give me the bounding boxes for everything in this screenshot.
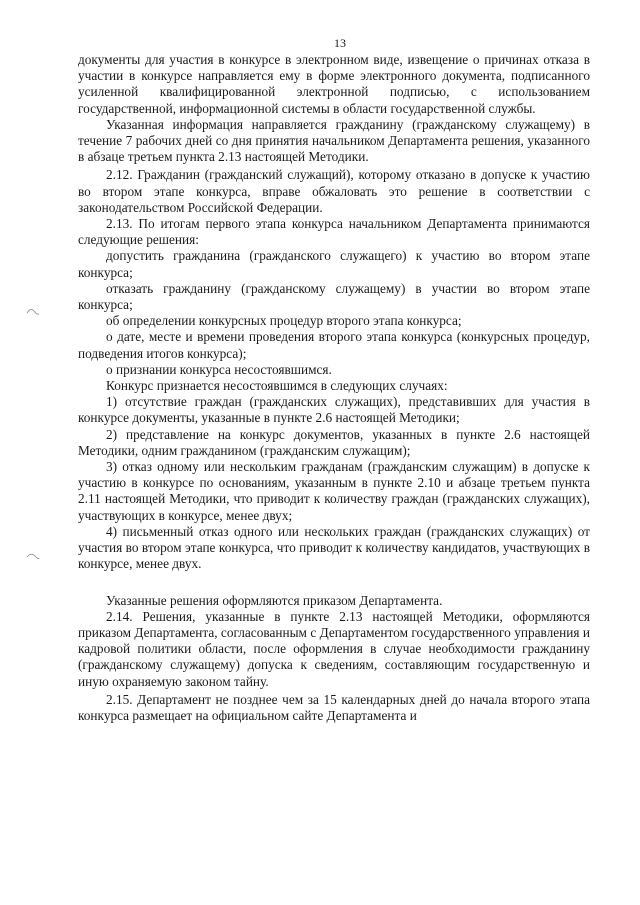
- paragraph: Указанная информация направляется гражданину (гражданскому служащему) в течение 7 рабочих дней со дня принятия начальником Департамента решения, указанного в абзаце третьем пункта 2.13 настоящей Методики.: [78, 116, 590, 165]
- list-item: 1) отсутствие граждан (гражданских служащих), представивших для участия в конкурсе документы, указанные в пункте 2.6 настоящей Методики;: [78, 394, 590, 426]
- paragraph: 2.14. Решения, указанные в пункте 2.13 настоящей Методики, оформляются приказом Департамента, согласованным с Департаментом государственного управления и кадровой политики области, после оформления в случае необходимости гражданину (гражданскому служащему) допуска к сведениям, составляющим государственную и иную охраняемую законом тайну.: [78, 608, 590, 689]
- paragraph: допустить гражданина (гражданского служащего) к участию во втором этапе конкурса;: [78, 248, 590, 280]
- paragraph: Указанные решения оформляются приказом Департамента.: [106, 592, 443, 608]
- list-item: 4) письменный отказ одного или нескольких граждан (гражданских служащих) от участия во втором этапе конкурса, что приводит к количеству кандидатов, участвующих в конкурсе, менее двух.: [78, 523, 590, 572]
- paragraph: 2.13. По итогам первого этапа конкурса начальником Департамента принимаются следующие решения:: [78, 216, 590, 248]
- list-item: 3) отказ одному или нескольким гражданам (гражданским служащим) в допуске к участию в конкурсе по основаниям, указанным в пункте 2.10 и абзаце третьем пункта 2.11 настоящей Методики, что приводит к количеству граждан (гражданских служащих), участвующих в конкурсе, менее двух;: [78, 459, 590, 523]
- margin-scan-mark-icon: [26, 306, 40, 316]
- paragraph: об определении конкурсных процедур второго этапа конкурса;: [106, 313, 462, 329]
- paragraph: о дате, месте и времени проведения второго этапа конкурса (конкурсных процедур, подведения итогов конкурса);: [78, 329, 590, 361]
- paragraph: 2.15. Департамент не позднее чем за 15 календарных дней до начала второго этапа конкурса размещает на официальном сайте Департамента и: [78, 691, 590, 723]
- paragraph: отказать гражданину (гражданскому служащему) в участии во втором этапе конкурса;: [78, 280, 590, 313]
- paragraph: 2.12. Гражданин (гражданский служащий), которому отказано в допуске к участию во втором этапе конкурса, вправе обжаловать это решение в соответствии с законодательством Российской Федерации.: [78, 167, 590, 215]
- paragraph: документы для участия в конкурсе в электронном виде, извещение о причинах отказа в участии в конкурсе направляется ему в форме электронного документа, подписанного усиленной квалифицированной электронной подписью, с использованием государственной, информационной системы в области государственной службы.: [78, 52, 590, 116]
- list-item: 2) представление на конкурс документов, указанных в пункте 2.6 настоящей Методики, одним гражданином (гражданским служащим);: [78, 426, 590, 458]
- document-body: [78, 52, 590, 724]
- paragraph: Конкурс признается несостоявшимся в следующих случаях:: [106, 378, 448, 394]
- page-number: 13: [334, 36, 346, 50]
- margin-scan-mark-icon: [26, 551, 40, 561]
- paragraph: о признании конкурса несостоявшимся.: [106, 361, 332, 377]
